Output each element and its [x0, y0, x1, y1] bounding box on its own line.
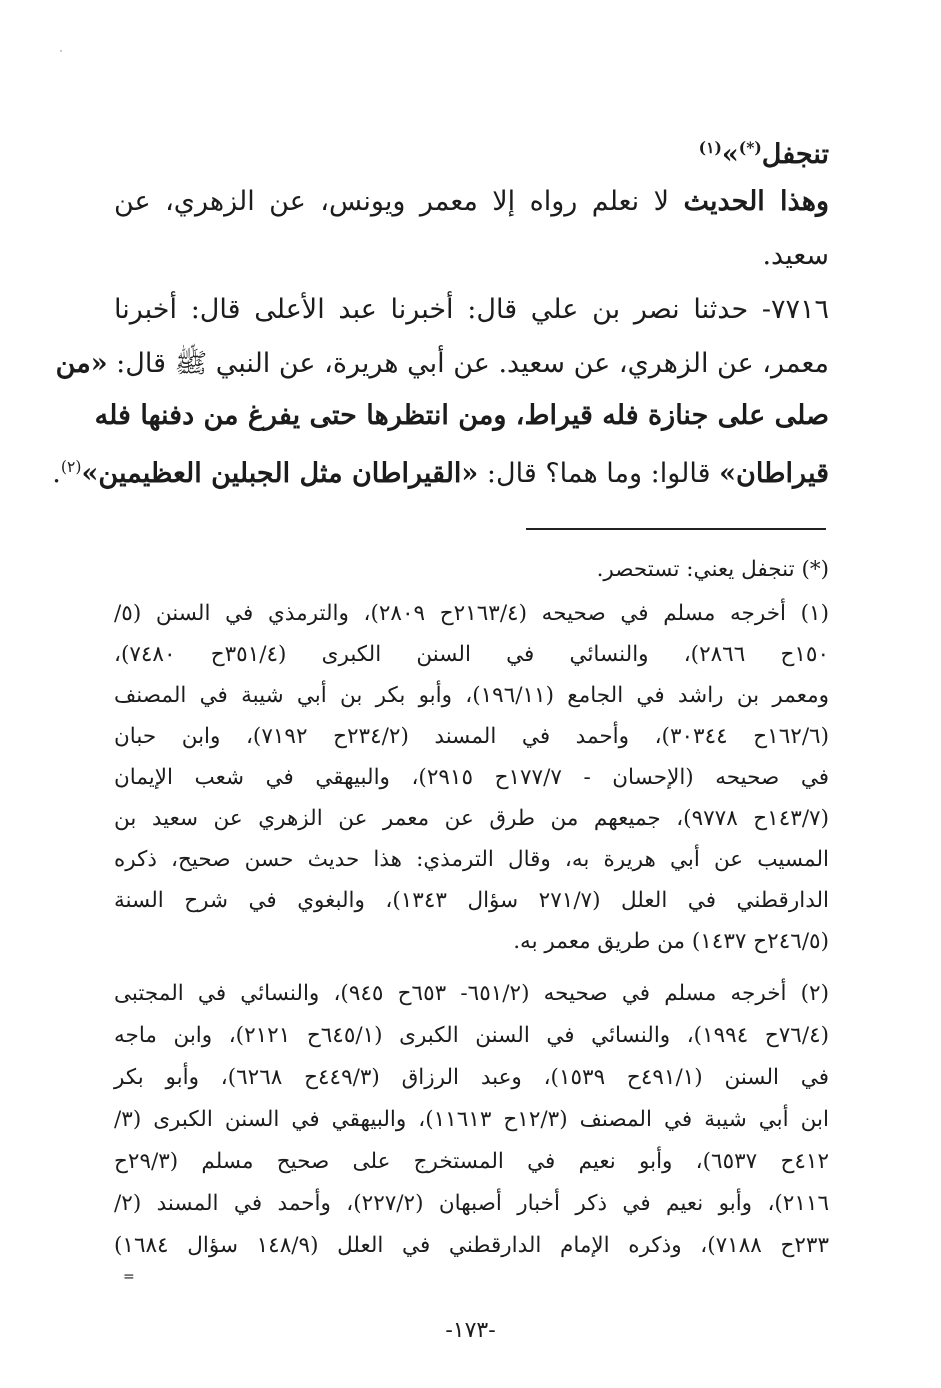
main-line-2: وهذا الحديث لا نعلم رواه إلا معمر ويونس، عن الزهري، عن	[114, 186, 829, 217]
footnote-2-line: ٤١٢ح ٦٥٣٧)، وأبو نعيم في المستخرج على صحيح مسلم (٢٩/٣ح	[114, 1149, 830, 1174]
footnote-2-line: في السنن (٤٩١/١ح ١٥٣٩)، وعبد الرزاق (٤٤٩/٣ح ٦٢٦٨)، وأبو بكر	[114, 1065, 830, 1090]
main-line-7: قيراطان» قالوا: وما هما؟ قال: «القيراطان مثل الجبلين العظيمين»$^{(٢)}$.	[52, 457, 829, 489]
main-line-1: تنجفل(*)»$^{(١)}$	[698, 138, 829, 170]
main-line-5: معمر، عن الزهري، عن سعيد. عن أبي هريرة، عن النبي ﷺ قال: «من	[55, 348, 829, 379]
footnote-1-line: (١) أخرجه مسلم في صحيحه (٢١٦٣/٤ح ٢٨٠٩)، والترمذي في السنن (٥/	[114, 601, 829, 626]
page-number: -١٧٣-	[445, 1318, 496, 1343]
footnote-2-line: ٢٣٣ح ٧١٨٨)، وذكره الإمام الدارقطني في العلل (١٤٨/٩ سؤال ١٦٨٤)	[114, 1233, 829, 1258]
footnote-continues-mark: =	[123, 1269, 135, 1285]
footnote-1-line: المسيب عن أبي هريرة به، وقال الترمذي: هذا حديث حسن صحيح، ذكره	[114, 847, 829, 872]
footnote-star: (*) تنجفل يعني: تستحصر.	[596, 557, 829, 582]
footnote-1-line: (١٦٢/٦ح ٣٠٣٤٤)، وأحمد في المسند (٢٣٤/٢ح ٧١٩٢)، وابن حبان	[114, 724, 829, 749]
scan-speck	[60, 50, 62, 52]
main-line-4: ٧٧١٦- حدثنا نصر بن علي قال: أخبرنا عبد الأعلى قال: أخبرنا	[114, 294, 829, 325]
footnote-separator	[526, 528, 826, 530]
footnote-1-line: ١٥٠ح ٢٨٦٦)، والنسائي في السنن الكبرى (٣٥١/٤ح ٧٤٨٠)،	[114, 642, 830, 667]
footnote-1-line: (٢٤٦/٥ح ١٤٣٧) من طريق معمر به.	[513, 929, 829, 954]
footnote-1-line: في صحيحه (الإحسان - ١٧٧/٧ح ٢٩١٥)، والبيهقي في شعب الإيمان	[114, 765, 830, 790]
footnote-2-line: (٢) أخرجه مسلم في صحيحه (٦٥١/٢- ٦٥٣ح ٩٤٥)، والنسائي في المجتبى	[114, 981, 829, 1006]
footnote-1-line: الدارقطني في العلل (٢٧١/٧ سؤال ١٣٤٣)، والبغوي في شرح السنة	[114, 888, 829, 913]
main-line-6: صلى على جنازة فله قيراط، ومن انتظرها حتى يفرغ من دفنها فله	[94, 400, 829, 431]
footnote-2-line: ابن أبي شيبة في المصنف (١٢/٣ح ١١٦١٣)، والبيهقي في السنن الكبرى (٣/	[114, 1107, 829, 1132]
footnote-1-line: ومعمر بن راشد في الجامع (١٩٦/١١)، وأبو بكر بن أبي شيبة في المصنف	[114, 683, 829, 708]
main-line-3: سعيد.	[762, 240, 829, 271]
footnote-1-line: (١٤٣/٧ح ٩٧٧٨)، جميعهم من طرق عن معمر عن الزهري عن سعيد بن	[114, 806, 829, 831]
footnote-2-line: ٢١١٦)، وأبو نعيم في ذكر أخبار أصبهان (٢٢٧/٢)، وأحمد في المسند (٢/	[114, 1191, 829, 1216]
footnote-2-line: (٧٦/٤ح ١٩٩٤)، والنسائي في السنن الكبرى (٦٤٥/١ح ٢١٢١)، وابن ماجه	[114, 1023, 830, 1048]
